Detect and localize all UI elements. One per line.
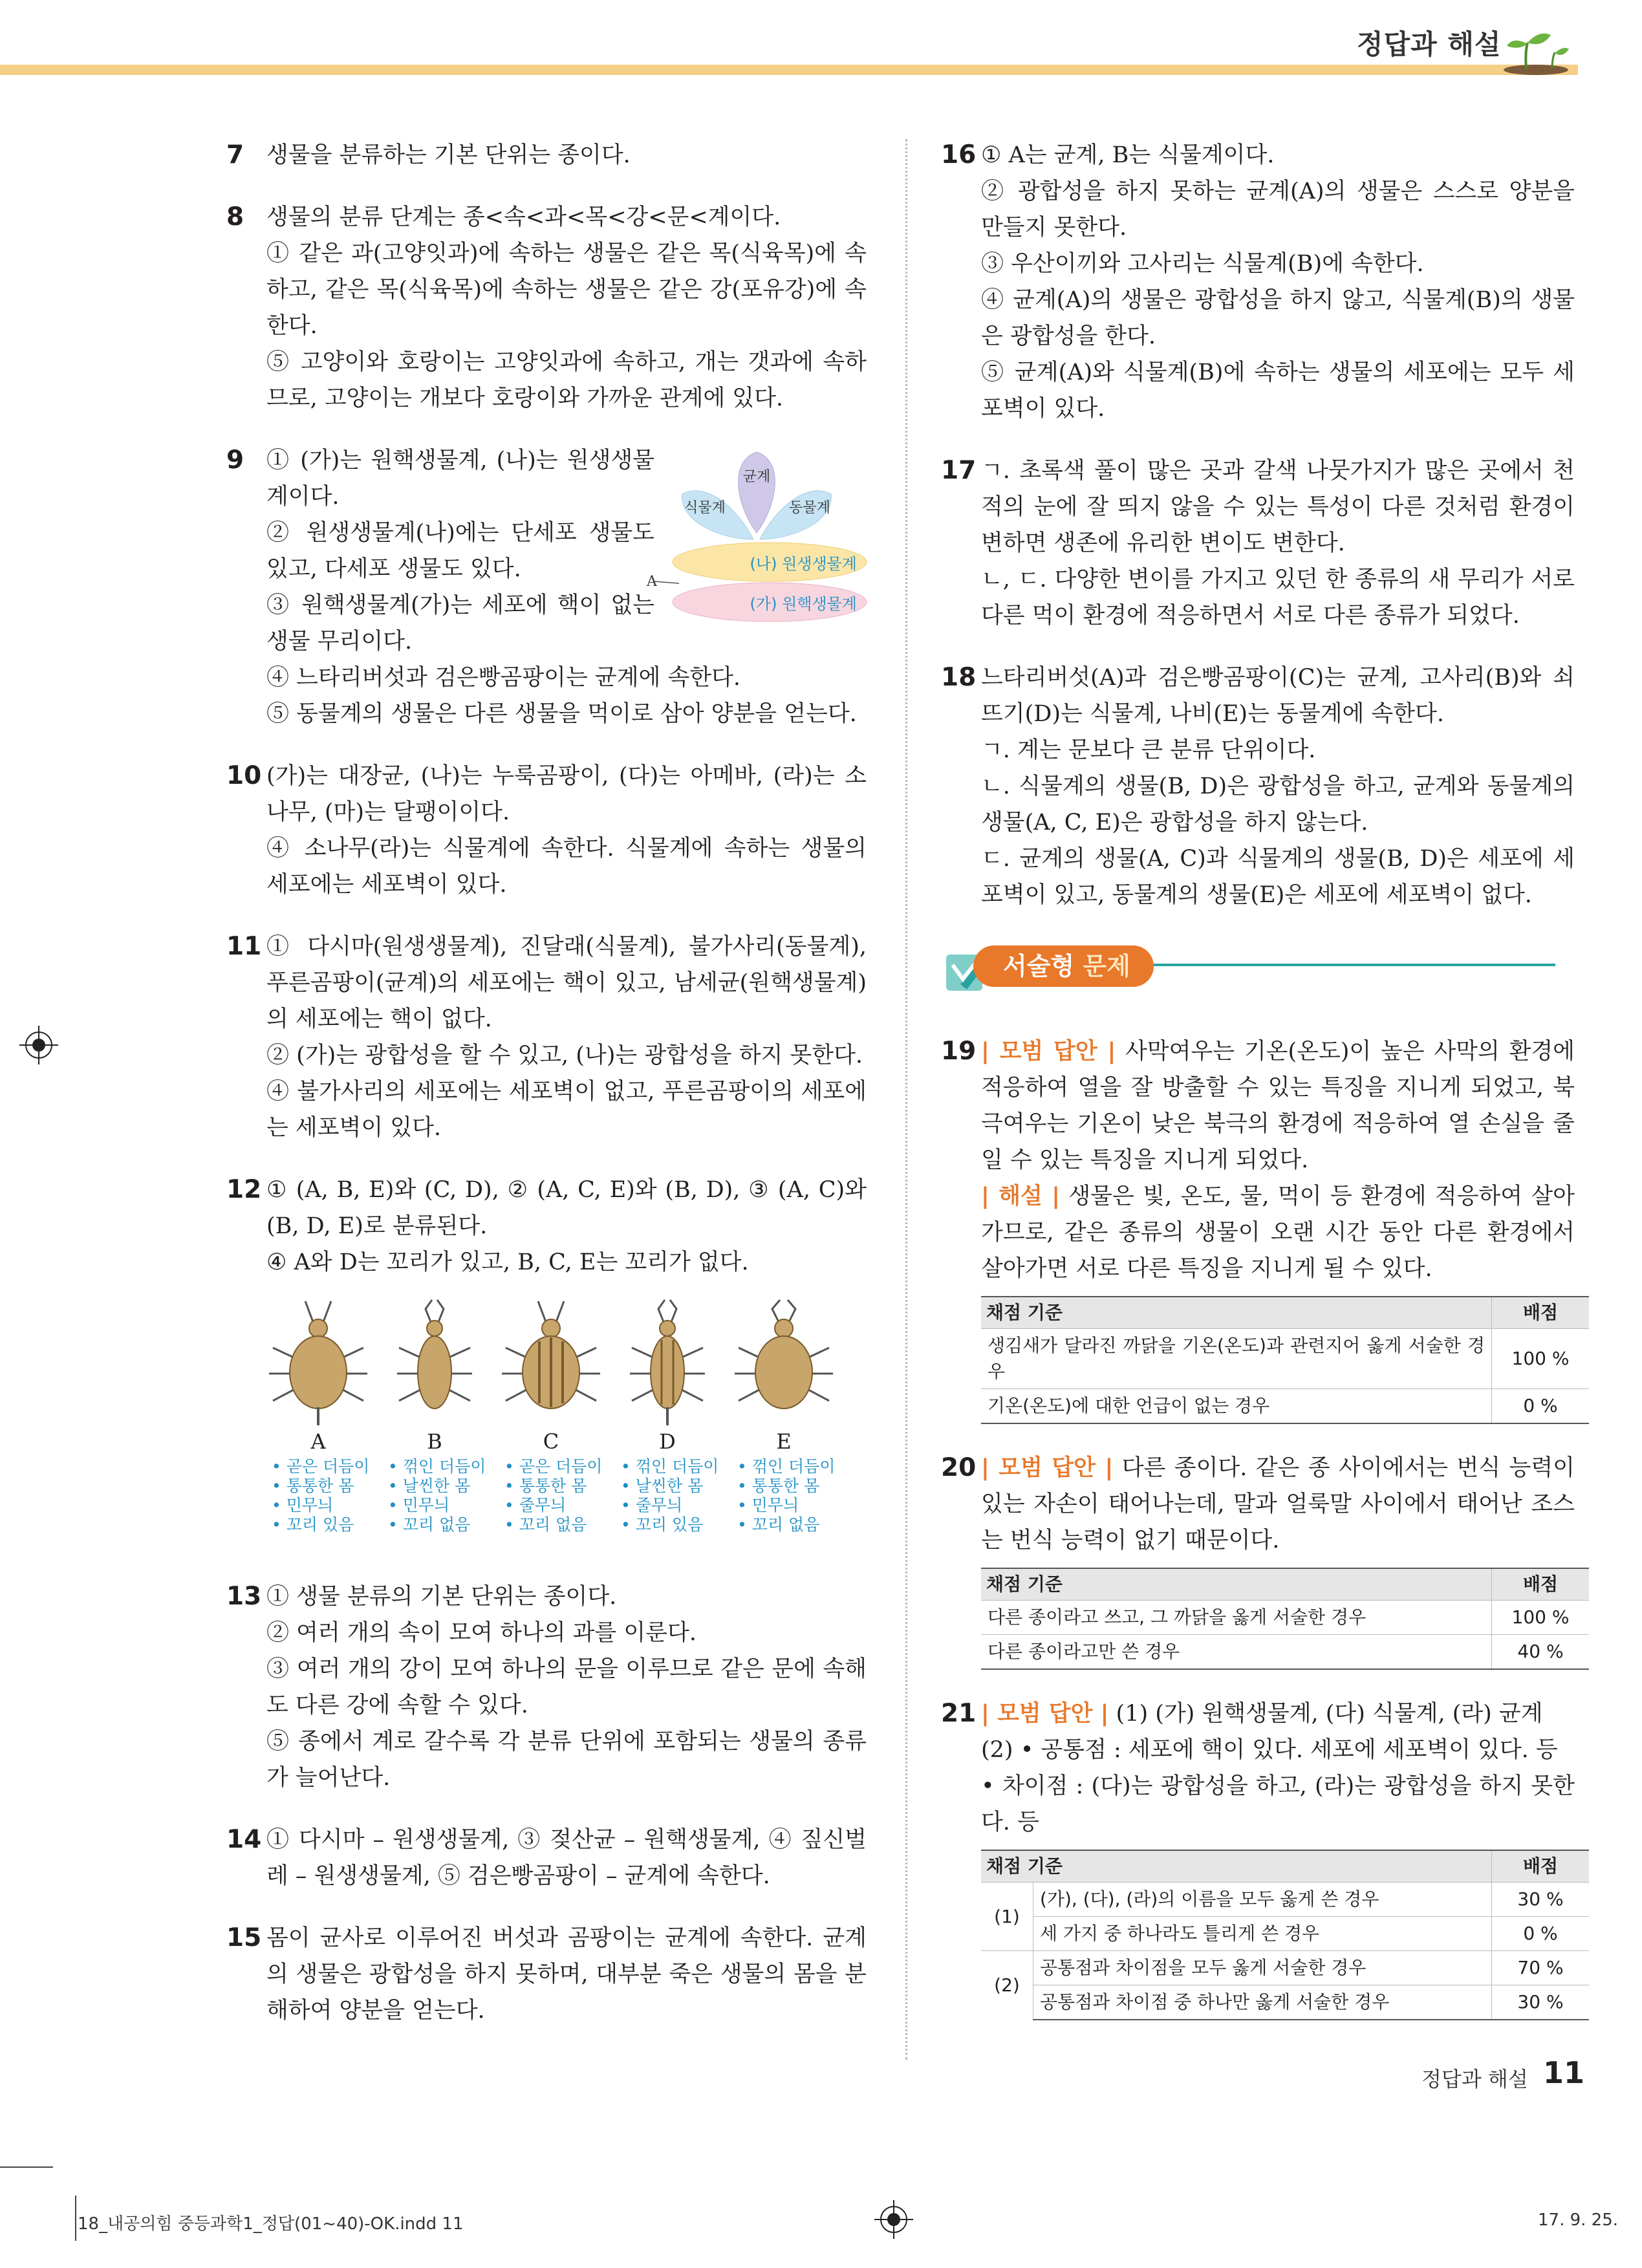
answer-line: 느타리버섯(A)과 검은빵곰팡이(C)는 균계, 고사리(B)와 쇠뜨기(D)는 식물계, 나비(E)는 동물계에 속한다. — [981, 665, 1575, 727]
table-cell: 세 가지 중 하나라도 틀리게 쓴 경우 — [1033, 1917, 1492, 1951]
page-number: 11 — [1543, 2055, 1585, 2090]
trait: • 통통한 몸 — [272, 1476, 354, 1495]
answer-line: ④ A와 D는 꼬리가 있고, B, C, E는 꼬리가 없다. — [266, 1249, 749, 1275]
footer-label: 정답과 해설 — [1421, 2067, 1528, 2091]
tag-model-answer: | 모범 답안 | — [981, 1455, 1114, 1481]
trait: • 통통한 몸 — [737, 1476, 820, 1495]
question-number: 8 — [226, 202, 244, 232]
trait: • 날씬한 몸 — [621, 1476, 704, 1495]
trait: • 민무늬 — [737, 1496, 799, 1515]
trait: • 날씬한 몸 — [388, 1476, 471, 1495]
tag-model-answer: | 모범 답안 | — [981, 1039, 1116, 1064]
explanation — [981, 1178, 1575, 1287]
animal-label: B — [427, 1429, 442, 1454]
table-cell: 다른 종이라고만 쓴 경우 — [981, 1635, 1492, 1670]
answer-line: (가)는 대장균, (나)는 누룩곰팡이, (다)는 아메바, (라)는 소나무, (마)는 달팽이이다. — [266, 763, 867, 825]
answer-line: ⑤ 균계(A)와 식물계(B)에 속하는 생물의 세포에는 모두 세포벽이 있다. — [981, 360, 1575, 422]
kingdom-label: 동물계 — [789, 500, 830, 516]
answer-line: ① A는 균계, B는 식물계이다. — [981, 142, 1275, 168]
table-cell: 다른 종이라고 쓰고, 그 까닭을 옳게 서술한 경우 — [981, 1601, 1492, 1635]
table-row — [981, 1985, 1589, 2020]
question-16 — [941, 137, 1575, 427]
answer-line: 생물을 분류하는 기본 단위는 종이다. — [266, 142, 631, 168]
answer-line: ㄱ. 계는 문보다 큰 분류 단위이다. — [981, 737, 1316, 763]
model-answer — [981, 1033, 1575, 1178]
section-title-word: 서술형 — [1003, 952, 1075, 980]
question-number: 17 — [941, 456, 977, 485]
animal-d — [630, 1300, 705, 1425]
table-row — [981, 1917, 1589, 1951]
trait: • 민무늬 — [388, 1496, 450, 1515]
question-number: 19 — [941, 1037, 977, 1066]
question-number: 10 — [226, 761, 262, 790]
trait: • 곧은 더듬이 — [504, 1457, 603, 1476]
animal-label: D — [659, 1429, 676, 1454]
answer-line: ③ 여러 개의 강이 모여 하나의 문을 이루므로 같은 문에 속해도 다른 강에 속할 수 있다. — [266, 1656, 867, 1718]
answer-line: ① (A, B, E)와 (C, D), ② (A, C, E)와 (B, D), ③ (A, C)와 (B, D, E)로 분류된다. — [266, 1177, 867, 1239]
print-slug-right: 17. 9. 25. — [1538, 2210, 1619, 2230]
left-column — [226, 137, 867, 2055]
trait: • 꺾인 더듬이 — [737, 1457, 836, 1476]
sprout-icon — [1500, 23, 1572, 75]
question-21 — [941, 1696, 1575, 2020]
table-cell: (1) — [981, 1883, 1033, 1951]
table-row — [981, 1635, 1589, 1670]
trait: • 민무늬 — [272, 1496, 334, 1515]
crop-mark — [0, 2166, 53, 2168]
animal-label: C — [543, 1429, 559, 1454]
explanation-text: 생물은 빛, 온도, 물, 먹이 등 환경에 적응하여 살아가므로, 같은 종류의 생물이 오랜 시간 동안 다른 환경에서 살아가면 서로 다른 특징을 지니게 될 수 있다. — [981, 1183, 1575, 1282]
question-number: 11 — [226, 932, 262, 961]
answer-line: ② 광합성을 하지 못하는 균계(A)의 생물은 스스로 양분을 만들지 못한다. — [981, 178, 1575, 241]
trait: • 꺾인 더듬이 — [388, 1457, 486, 1476]
kingdom-label: 균계 — [742, 469, 771, 485]
kingdom-tree-diagram — [640, 436, 873, 630]
table-row — [981, 1951, 1589, 1985]
answer-line: ③ 원핵생물계(가)는 세포에 핵이 없는 생물 무리이다. — [266, 592, 654, 654]
question-number: 15 — [226, 1923, 262, 1952]
print-slug-left: 18_내공의힘 중등과학1_정답(01~40)-OK.indd 11 — [78, 2214, 464, 2234]
answer-line: • 차이점 : (다)는 광합성을 하고, (라)는 광합성을 하지 못한다. 등 — [981, 1773, 1575, 1835]
scoring-table — [981, 1850, 1589, 2020]
column-divider — [905, 139, 907, 2060]
table-cell: 70 % — [1492, 1951, 1590, 1985]
table-header: 배점 — [1492, 1568, 1590, 1601]
animal-comparison-figure — [260, 1296, 868, 1542]
header-rule — [0, 65, 1578, 75]
table-header: 배점 — [1492, 1297, 1590, 1329]
registration-mark-icon — [874, 2200, 913, 2239]
trait: • 꼬리 있음 — [621, 1515, 704, 1534]
answer-line: ④ 소나무(라)는 식물계에 속한다. 식물계에 속하는 생물의 세포에는 세포벽이 있다. — [266, 836, 867, 898]
model-answer — [981, 1450, 1575, 1559]
table-cell: (2) — [981, 1951, 1033, 2020]
answer-line: ④ 불가사리의 세포에는 세포벽이 없고, 푸른곰팡이의 세포에는 세포벽이 있다. — [266, 1079, 867, 1141]
answer-line: 생물의 분류 단계는 종<속<과<목<강<문<계이다. — [266, 204, 781, 230]
table-header: 채점 기준 — [981, 1568, 1492, 1601]
question-number: 20 — [941, 1453, 977, 1482]
answer-line: ㄷ. 균계의 생물(A, C)과 식물계의 생물(B, D)은 세포에 세포벽이 있고, 동물계의 생물(E)은 세포에 세포벽이 없다. — [981, 846, 1575, 908]
answer-line: ㄴ, ㄷ. 다양한 변이를 가지고 있던 한 종류의 새 무리가 서로 다른 먹이 환경에 적응하면서 서로 다른 종류가 되었다. — [981, 567, 1575, 629]
question-7 — [226, 137, 867, 173]
animal-labels — [310, 1429, 791, 1454]
answer-line: 몸이 균사로 이루어진 버섯과 곰팡이는 균계에 속한다. 균계의 생물은 광합성을 하지 못하며, 대부분 죽은 생물의 몸을 분해하여 양분을 얻는다. — [266, 1925, 867, 2024]
table-cell: 기온(온도)에 대한 언급이 없는 경우 — [981, 1389, 1492, 1424]
table-header: 채점 기준 — [981, 1297, 1492, 1329]
table-row — [981, 1329, 1589, 1389]
trait: • 줄무늬 — [621, 1496, 683, 1515]
question-14 — [226, 1822, 867, 1894]
trait: • 통통한 몸 — [504, 1476, 587, 1495]
question-20 — [941, 1450, 1575, 1670]
answer-line: ③ 우산이끼와 고사리는 식물계(B)에 속한다. — [981, 251, 1424, 277]
answer-line: ⑤ 고양이와 호랑이는 고양잇과에 속하고, 개는 갯과에 속하므로, 고양이는 개보다 호랑이와 가까운 관계에 있다. — [266, 349, 867, 411]
animal-e — [735, 1300, 833, 1409]
table-row — [981, 1883, 1589, 1917]
table-cell: 30 % — [1492, 1883, 1590, 1917]
answer-text: 다른 종이다. 같은 종 사이에서는 번식 능력이 있는 자손이 태어나는데, 말과 얼룩말 사이에서 태어난 조스는 번식 능력이 없기 때문이다. — [981, 1455, 1575, 1553]
table-cell: 공통점과 차이점 중 하나만 옳게 서술한 경우 — [1033, 1985, 1492, 2020]
question-number: 7 — [226, 140, 244, 169]
table-cell: 0 % — [1492, 1917, 1590, 1951]
animal-label: A — [310, 1429, 326, 1454]
answer-line: ① 다시마 – 원생생물계, ③ 젖산균 – 원핵생물계, ④ 짚신벌레 – 원생생물계, ⑤ 검은빵곰팡이 – 균계에 속한다. — [266, 1827, 867, 1889]
question-17 — [941, 453, 1575, 634]
table-header: 채점 기준 — [981, 1850, 1492, 1883]
kingdom-label: 식물계 — [684, 500, 726, 516]
model-answer — [981, 1696, 1575, 1732]
question-number: 13 — [226, 1582, 262, 1611]
question-12 — [226, 1172, 867, 1553]
question-number: 18 — [941, 663, 977, 692]
animal-traits — [272, 1457, 835, 1534]
question-9 — [226, 442, 867, 732]
trait: • 꺾인 더듬이 — [621, 1457, 719, 1476]
answer-line: ⑤ 동물계의 생물은 다른 생물을 먹이로 삼아 양분을 얻는다. — [266, 701, 857, 727]
answer-line: (2) • 공통점 : 세포에 핵이 있다. 세포에 세포벽이 있다. 등 — [981, 1737, 1558, 1763]
table-row — [981, 1389, 1589, 1424]
table-row — [981, 1601, 1589, 1635]
right-column — [941, 137, 1575, 2046]
question-13 — [226, 1579, 867, 1796]
table-cell: 100 % — [1492, 1329, 1590, 1389]
layer-label: (가) 원핵생물계 — [750, 595, 857, 613]
question-15 — [226, 1920, 867, 2029]
table-cell: 생김새가 달라진 까닭을 기온(온도)과 관련지어 옳게 서술한 경우 — [981, 1329, 1492, 1389]
trait: • 곧은 더듬이 — [272, 1457, 370, 1476]
tag-explanation: | 해설 | — [981, 1183, 1061, 1209]
question-11 — [226, 929, 867, 1146]
answer-line: ① 같은 과(고양잇과)에 속하는 생물은 같은 목(식육목)에 속하고, 같은 목(식육목)에 속하는 생물은 같은 강(포유강)에 속한다. — [266, 241, 867, 339]
trait: • 꼬리 없음 — [504, 1515, 587, 1534]
trait: • 줄무늬 — [504, 1496, 567, 1515]
answer-line: ④ 균계(A)의 생물은 광합성을 하지 않고, 식물계(B)의 생물은 광합성을 한다. — [981, 287, 1575, 349]
table-cell: 공통점과 차이점을 모두 옳게 서술한 경우 — [1033, 1951, 1492, 1985]
answer-line: ⑤ 종에서 계로 갈수록 각 분류 단위에 포함되는 생물의 종류가 늘어난다. — [266, 1729, 867, 1791]
animal-b — [397, 1300, 472, 1409]
question-18 — [941, 660, 1575, 913]
answer-line: ① 생물 분류의 기본 단위는 종이다. — [266, 1584, 617, 1610]
answer-line: ② (가)는 광합성을 할 수 있고, (나)는 광합성을 하지 못한다. — [266, 1042, 863, 1068]
tag-model-answer: | 모범 답안 | — [981, 1701, 1109, 1727]
table-cell: 100 % — [1492, 1601, 1590, 1635]
crop-mark — [75, 2196, 76, 2241]
label-a: A — [647, 574, 657, 590]
answer-text: 사막여우는 기온(온도)이 높은 사막의 환경에 적응하여 열을 잘 방출할 수 있는 특징을 지니게 되었고, 북극여우는 기온이 낮은 북극의 환경에 적응하여 열 손실을 줄일 수 있는 특징을 지니게 되었다. — [981, 1039, 1575, 1173]
question-number: 12 — [226, 1175, 262, 1204]
animal-c — [502, 1301, 600, 1409]
layer-label: (나) 원생생물계 — [750, 555, 857, 573]
trait: • 꼬리 없음 — [388, 1515, 471, 1534]
question-number: 9 — [226, 446, 244, 475]
answer-text: (1) (가) 원핵생물계, (다) 식물계, (라) 균계 — [1116, 1701, 1543, 1727]
question-10 — [226, 758, 867, 903]
table-cell: 40 % — [1492, 1635, 1590, 1670]
trait: • 꼬리 없음 — [737, 1515, 820, 1534]
question-8 — [226, 199, 867, 416]
table-cell: 30 % — [1492, 1985, 1590, 2020]
animal-a — [269, 1301, 367, 1425]
answer-line: ㄱ. 초록색 풀이 많은 곳과 갈색 나뭇가지가 많은 곳에서 천적의 눈에 잘 띄지 않을 수 있는 특성이 다른 것처럼 환경이 변하면 생존에 유리한 변이도 변한다. — [981, 458, 1575, 556]
trait: • 꼬리 있음 — [272, 1515, 354, 1534]
header-title: 정답과 해설 — [1357, 28, 1502, 60]
section-title — [973, 945, 1154, 987]
section-banner — [922, 939, 1575, 1010]
answer-line: ① 다시마(원생생물계), 진달래(식물계), 불가사리(동물계), 푸른곰팡이(균계)의 세포에는 핵이 있고, 남세균(원핵생물계)의 세포에는 핵이 없다. — [266, 934, 867, 1032]
table-cell: 0 % — [1492, 1389, 1590, 1424]
question-number: 21 — [941, 1699, 977, 1728]
animal-label: E — [776, 1429, 792, 1454]
question-19 — [941, 1033, 1575, 1424]
kingdom-petal-fungi — [739, 452, 775, 533]
question-number: 14 — [226, 1825, 262, 1854]
answer-line: ㄴ. 식물계의 생물(B, D)은 광합성을 하고, 균계와 동물계의 생물(A, C, E)은 광합성을 하지 않는다. — [981, 773, 1575, 836]
question-number: 16 — [941, 140, 977, 169]
registration-mark-icon — [19, 1026, 58, 1064]
answer-line: ② 여러 개의 속이 모여 하나의 과를 이룬다. — [266, 1620, 697, 1646]
scoring-table — [981, 1568, 1589, 1670]
table-header: 배점 — [1492, 1850, 1590, 1883]
answer-line: ④ 느타리버섯과 검은빵곰팡이는 균계에 속한다. — [266, 665, 741, 691]
section-title-word: 문제 — [1083, 952, 1130, 980]
answer-line: ① (가)는 원핵생물계, (나)는 원생생물계이다. — [266, 448, 654, 510]
answer-line: ② 원생생물계(나)에는 단세포 생물도 있고, 다세포 생물도 있다. — [266, 520, 654, 582]
table-cell: (가), (다), (라)의 이름을 모두 옳게 쓴 경우 — [1033, 1883, 1492, 1917]
scoring-table — [981, 1296, 1589, 1424]
